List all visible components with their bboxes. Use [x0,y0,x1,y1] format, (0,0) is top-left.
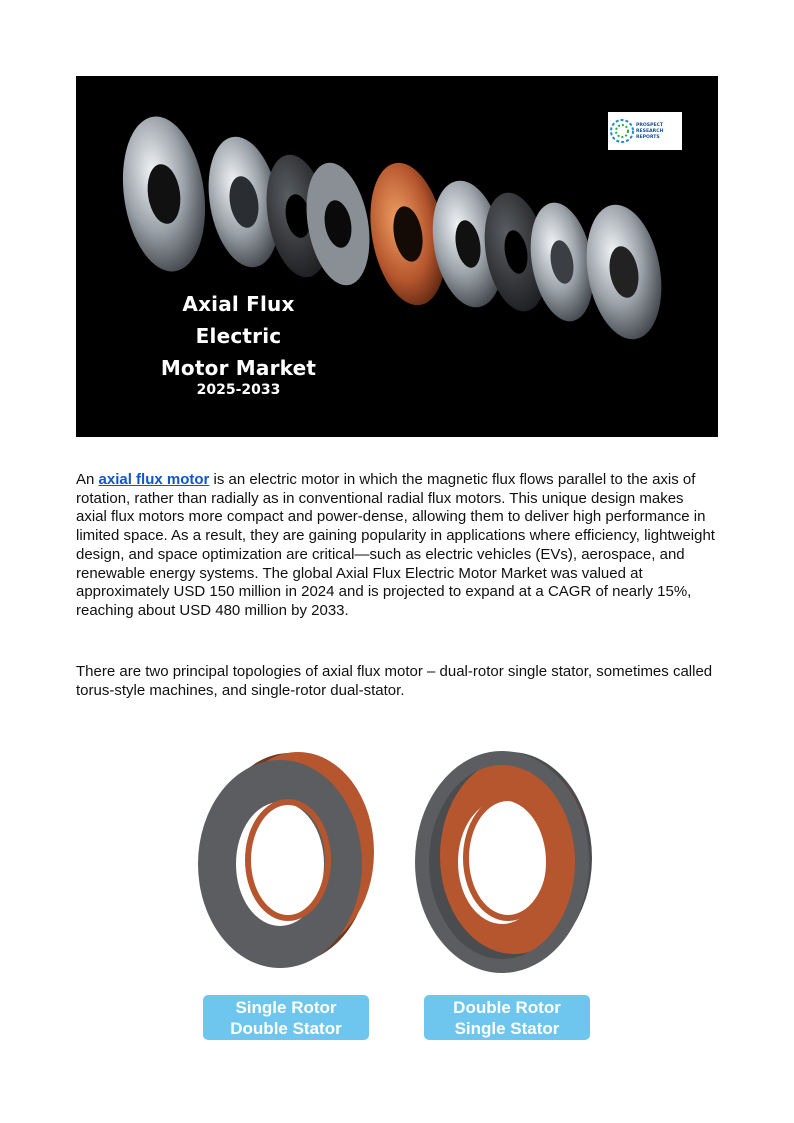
double-rotor-single-stator-image [422,752,592,966]
logo-line-1: PROSPECT [636,123,664,128]
hero-title [136,288,341,384]
logo-text [636,123,682,141]
hero-title-line-2: Motor Market [160,356,317,380]
label-left-line-2: Double Stator [230,1019,342,1038]
motor-topologies-image [180,748,620,978]
logo-line-2: RESEARCH REPORTS [636,129,664,140]
label-right-line-2: Single Stator [454,1019,560,1038]
axial-flux-motor-link[interactable]: axial flux motor [98,471,210,488]
single-rotor-double-stator-image [198,752,374,968]
company-logo [608,112,682,150]
label-right-line-1: Double Rotor [453,998,561,1017]
hero-years: 2025-2033 [196,382,281,398]
intro-body: is an electric motor in which the magnetic flux flows parallel to the axis of rotation, rather than radially as in conventional radial flux motors. This unique design makes axial flux motors more compact and power-dense, allowing them to deliver high performance in limited space. As a result, they are gaining popularity in applications where efficiency, lightweight design, and space optimization are critical—such as electric vehicles (EVs), aerospace, and renewable energy systems. The global Axial Flux Electric Motor Market was valued at approximately USD 150 million in 2024 and is projected to expand at a CAGR of nearly 15%, reaching about USD 480 million by 2033. [76,471,715,619]
intro-paragraph [76,471,718,621]
globe-icon [608,112,636,150]
hero-title-line-1: Axial Flux Electric [182,292,295,348]
intro-lead: An [76,471,99,488]
double-rotor-single-stator-label [424,995,590,1040]
label-left-line-1: Single Rotor [235,998,337,1017]
hero-banner [76,76,718,437]
topologies-paragraph: There are two principal topologies of axial flux motor – dual-rotor single stator, sometimes called torus-style machines, and single-rotor dual-stator. [76,663,713,699]
single-rotor-double-stator-label [203,995,369,1040]
